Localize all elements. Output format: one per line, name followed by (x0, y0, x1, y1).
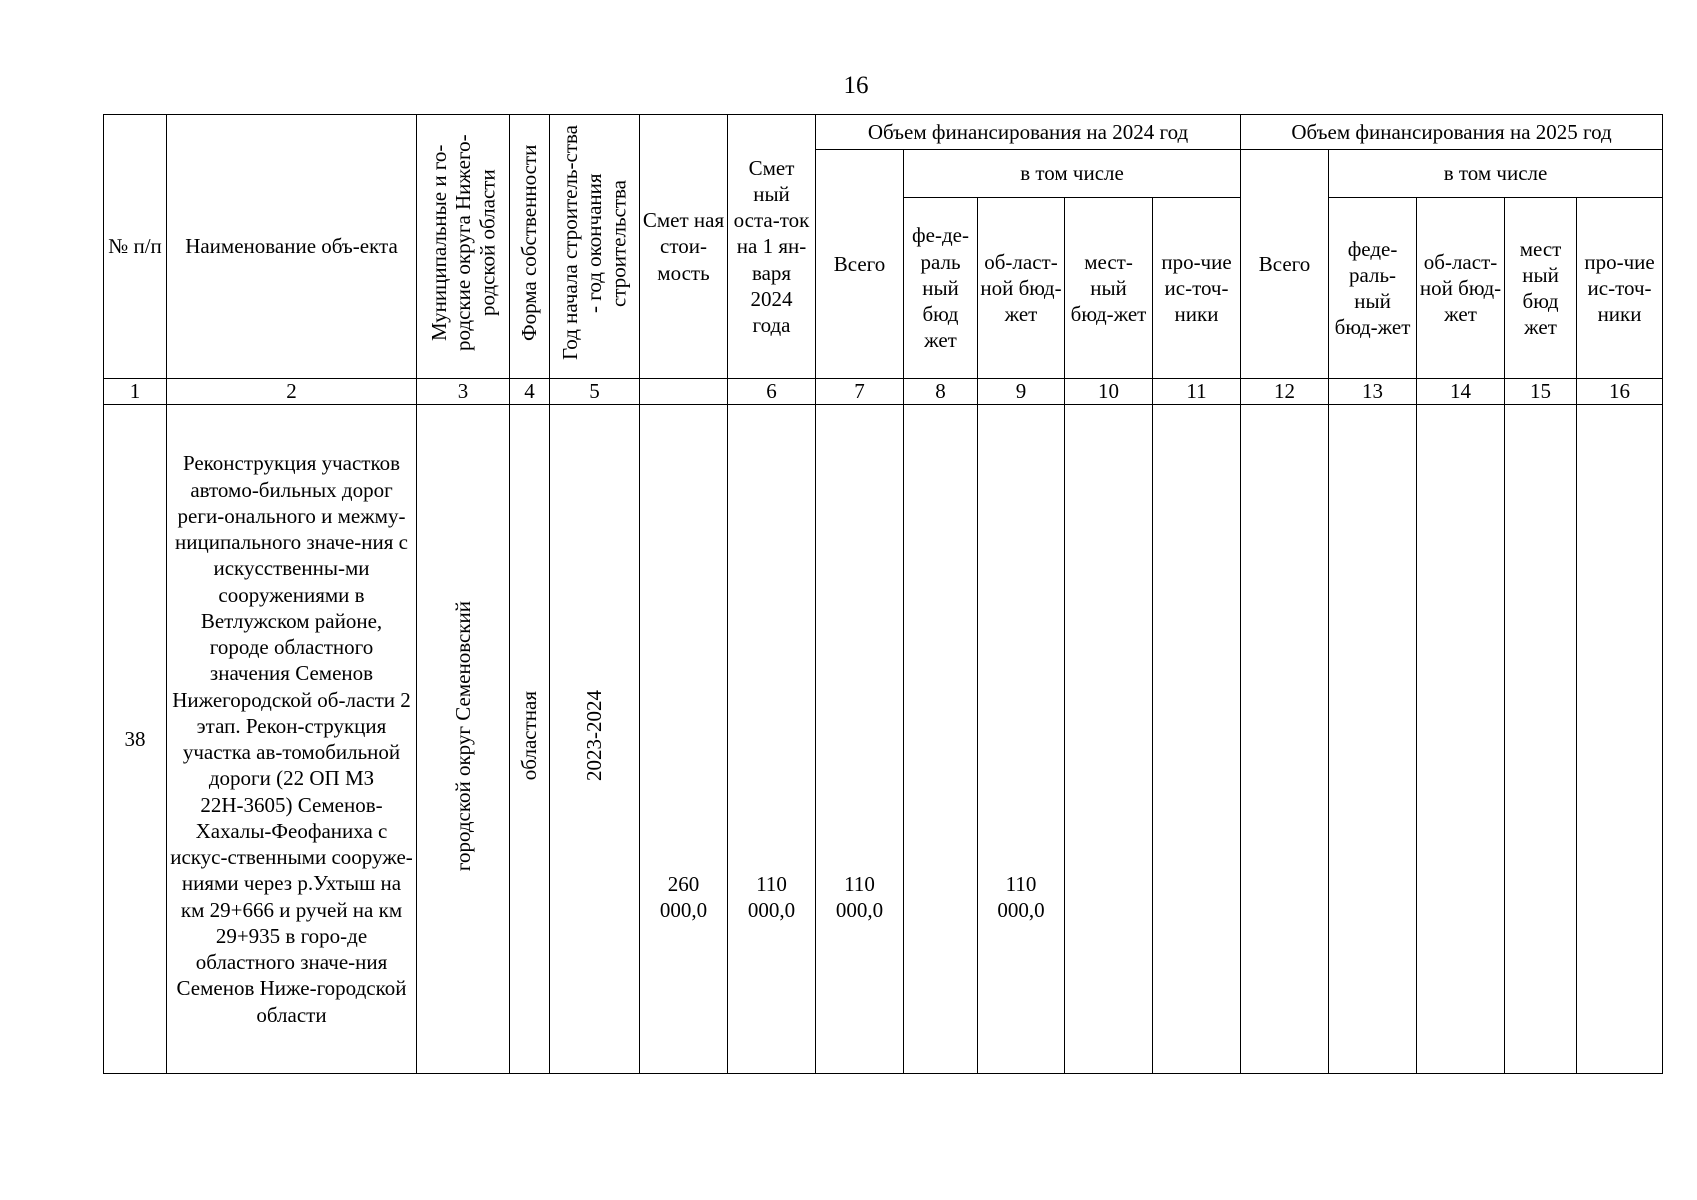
header-regional-2025: об-ласт-ной бюд-жет (1417, 198, 1505, 379)
header-local-2025: мест ный бюд жет (1505, 198, 1577, 379)
column-number: 12 (1241, 379, 1329, 405)
column-number: 2 (167, 379, 417, 405)
header-federal-2025: феде-раль-ный бюд-жет (1329, 198, 1417, 379)
column-number (640, 379, 728, 405)
header-years (550, 115, 640, 379)
object-name: Реконструкция участков автомо-бильных дорог реги-онального и межму-ниципального значе-ния с искусственны-ми сооружениями в Ветлужском районе, городе областного значения Семенов Нижегородской об-ласти 2 этап. Рекон-струкция участка ав-томобильной дороги (22 ОП МЗ 22Н-3605) Семенов-Хахалы-Феофаниха с искус-ственными сооруже-ниями через р.Ухтыш на км 29+666 и ручей на км 29+935 в горо-де областного значе-ния Семенов Ниже-городской области (167, 405, 417, 1074)
local-2025-cell (1505, 405, 1577, 1074)
regional-2025-cell (1417, 405, 1505, 1074)
row-number: 38 (104, 405, 167, 1074)
estimated-cost-cell (640, 405, 728, 1074)
municipality-value: городской округ Семеновский (450, 600, 475, 871)
estimated-balance-value: 110 000,0 (747, 871, 796, 922)
header-ownership (510, 115, 550, 379)
estimated-balance-cell (728, 405, 816, 1074)
column-number: 8 (904, 379, 978, 405)
years-value: 2023-2024 (582, 690, 607, 782)
header-estimated-cost: Смет ная стои-мость (640, 115, 728, 379)
header-estimated-balance: Смет ный оста-ток на 1 ян-варя 2024 года (728, 115, 816, 379)
column-number: 5 (550, 379, 640, 405)
header-other-2025: про-чие ис-точ-ники (1577, 198, 1663, 379)
local-2024-cell (1065, 405, 1153, 1074)
header-other-2024: про-чие ис-точ-ники (1153, 198, 1241, 379)
header-including-2024: в том числе (904, 150, 1241, 198)
total-2024-cell (816, 405, 904, 1074)
ownership-value: областная (517, 691, 542, 781)
header-local-2024: мест-ный бюд-жет (1065, 198, 1153, 379)
header-years-text: Год начала строитель-ства - год окончания строительства (558, 125, 631, 361)
header-total-2025: Всего (1241, 150, 1329, 379)
column-number-row (104, 379, 1663, 405)
header-name: Наименование объ-екта (167, 115, 417, 379)
header-municipality-text: Муниципальные и го-родские округа Нижего-родской области (426, 135, 500, 352)
header-financing-2025: Объем финансирования на 2025 год (1241, 115, 1663, 150)
column-number: 14 (1417, 379, 1505, 405)
column-number: 3 (417, 379, 510, 405)
header-num: № п/п (104, 115, 167, 379)
table-row (104, 405, 1663, 1074)
column-number: 9 (978, 379, 1065, 405)
column-number: 10 (1065, 379, 1153, 405)
column-number: 15 (1505, 379, 1577, 405)
column-number: 7 (816, 379, 904, 405)
estimated-cost-value: 260 000,0 (659, 871, 708, 922)
header-including-2025: в том числе (1329, 150, 1663, 198)
column-number: 4 (510, 379, 550, 405)
header-municipality (417, 115, 510, 379)
header-regional-2024: об-ласт-ной бюд-жет (978, 198, 1065, 379)
financing-table (103, 114, 1663, 1074)
years-cell (550, 405, 640, 1074)
regional-2024-value: 110 000,0 (997, 871, 1045, 922)
header-ownership-text: Форма собственности (517, 145, 542, 342)
header-federal-2024: фе-де-раль ный бюд жет (904, 198, 978, 379)
column-number: 1 (104, 379, 167, 405)
column-number: 11 (1153, 379, 1241, 405)
total-2025-cell (1241, 405, 1329, 1074)
other-2024-cell (1153, 405, 1241, 1074)
header-financing-2024: Объем финансирования на 2024 год (816, 115, 1241, 150)
header-total-2024: Всего (816, 150, 904, 379)
federal-2025-cell (1329, 405, 1417, 1074)
other-2025-cell (1577, 405, 1663, 1074)
header-row-1 (104, 115, 1663, 150)
federal-2024-cell (904, 405, 978, 1074)
total-2024-value: 110 000,0 (835, 871, 884, 922)
column-number: 13 (1329, 379, 1417, 405)
regional-2024-cell (978, 405, 1065, 1074)
column-number: 16 (1577, 379, 1663, 405)
page-number: 16 (843, 72, 869, 99)
municipality-cell (417, 405, 510, 1074)
ownership-cell (510, 405, 550, 1074)
column-number: 6 (728, 379, 816, 405)
